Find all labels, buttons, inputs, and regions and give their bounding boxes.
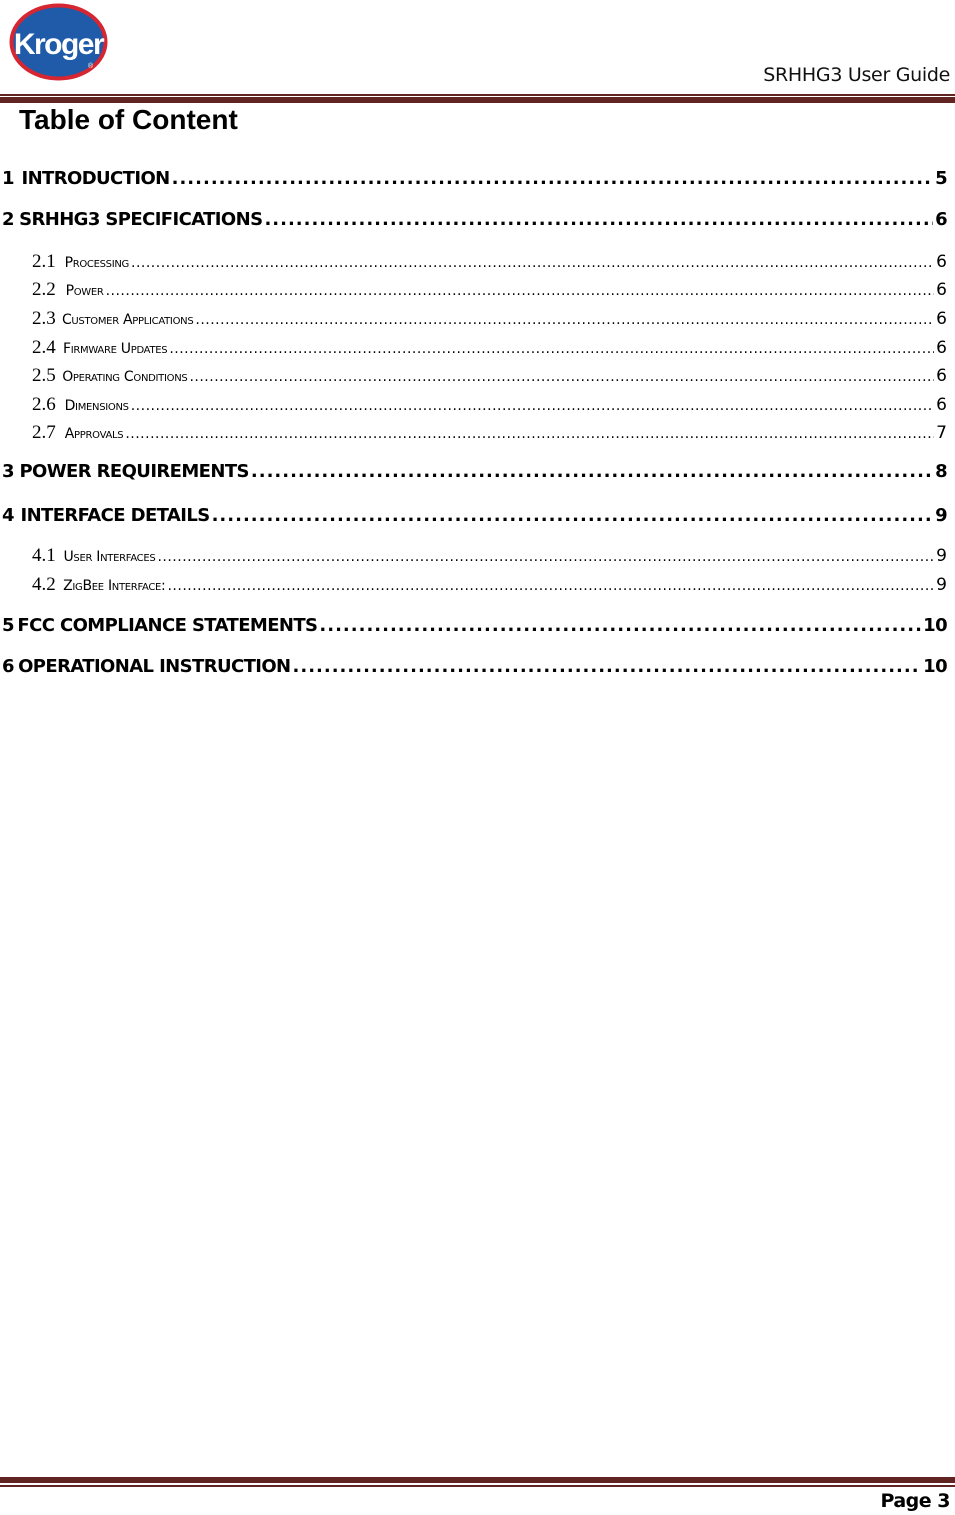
- dot-leader: [131, 398, 934, 414]
- kroger-logo-icon: [8, 2, 109, 82]
- toc-title: Table of Content: [19, 104, 238, 135]
- toc-entry-label: Firmware Updates: [63, 341, 168, 357]
- toc-entry-label: User Interfaces: [63, 549, 156, 565]
- toc-entry-page: 8: [935, 461, 947, 482]
- toc-entry-number: 4.2: [32, 574, 56, 595]
- dot-leader: [106, 283, 935, 299]
- toc-entry-page: 10: [923, 615, 947, 636]
- toc-entry-page: 5: [935, 168, 947, 189]
- toc-entry-operating-conditions[interactable]: [0, 365, 947, 387]
- toc-entry-number: 6: [2, 656, 14, 677]
- dot-leader: [172, 168, 933, 189]
- toc-entry-operational-instruction[interactable]: [0, 656, 947, 677]
- toc-entry-number: 2.1: [32, 251, 56, 272]
- dot-leader: [131, 255, 934, 271]
- document-title: SRHHG3 User Guide: [763, 64, 950, 86]
- toc-entry-page: 9: [936, 546, 947, 566]
- dot-leader: [195, 312, 934, 328]
- toc-entry-label: Customer Applications: [61, 312, 194, 328]
- toc-entry-label: Approvals: [64, 426, 124, 442]
- toc-entry-customer-applications[interactable]: [0, 308, 947, 330]
- toc-entry-introduction[interactable]: [0, 168, 947, 189]
- toc-entry-power-requirements[interactable]: [0, 461, 947, 482]
- toc-entry-number: 5: [2, 615, 14, 636]
- toc-entry-number: 2.6: [32, 394, 56, 415]
- toc-entry-page: 6: [936, 309, 947, 329]
- toc-entry-page: 6: [936, 338, 947, 358]
- toc-entry-number: 3: [2, 461, 14, 482]
- toc-entry-user-interfaces[interactable]: [0, 545, 947, 567]
- toc-entry-page: 7: [936, 423, 947, 443]
- toc-entry-page: 10: [923, 656, 947, 677]
- dot-leader: [189, 369, 934, 385]
- toc-entry-page: 6: [936, 280, 947, 300]
- footer-rule-thin: [0, 1485, 955, 1487]
- footer-rule-thick: [0, 1477, 955, 1483]
- dot-leader: [251, 461, 933, 482]
- toc-entry-page: 6: [935, 209, 947, 230]
- toc-entry-label: Power: [65, 283, 104, 299]
- toc-entry-label: INTERFACE DETAILS: [20, 505, 210, 526]
- toc-entry-label: Operating Conditions: [62, 369, 188, 385]
- toc-entry-label: SRHHG3 SPECIFICATIONS: [19, 209, 263, 230]
- kroger-logo: [8, 2, 109, 82]
- toc-entry-dimensions[interactable]: [0, 394, 947, 416]
- toc-entry-label: POWER REQUIREMENTS: [19, 461, 249, 482]
- dot-leader: [167, 578, 934, 594]
- toc-entry-number: 2.7: [32, 422, 56, 443]
- toc-entry-power[interactable]: [0, 279, 947, 301]
- page-number: Page 3: [880, 1490, 950, 1512]
- toc-entry-number: 1: [2, 168, 14, 189]
- toc-entry-page: 6: [936, 395, 947, 415]
- toc-entry-page: 6: [936, 366, 947, 386]
- toc-entry-page: 6: [936, 252, 947, 272]
- toc-entry-number: 4.1: [32, 545, 56, 566]
- toc-entry-label: Processing: [64, 255, 129, 271]
- toc-entry-label: Dimensions: [64, 398, 129, 414]
- toc-entry-fcc-compliance[interactable]: [0, 615, 947, 636]
- toc-entry-number: 4: [2, 505, 14, 526]
- toc-entry-label: FCC COMPLIANCE STATEMENTS: [17, 615, 318, 636]
- toc-entry-specifications[interactable]: [0, 209, 947, 230]
- dot-leader: [157, 549, 934, 565]
- toc-entry-number: 2.2: [32, 279, 56, 300]
- header-rule-thin: [0, 94, 955, 96]
- toc-entry-page: 9: [936, 575, 947, 595]
- toc-entry-page: 9: [935, 505, 947, 526]
- dot-leader: [212, 505, 933, 526]
- dot-leader: [319, 615, 921, 636]
- svg-text:Kroger: Kroger: [13, 28, 104, 61]
- toc-entry-label: ZigBee Interface:: [63, 578, 166, 594]
- toc-entry-label: OPERATIONAL INSTRUCTION: [18, 656, 291, 677]
- toc-entry-zigbee-interface[interactable]: [0, 574, 947, 596]
- header-rule-thick: [0, 97, 955, 103]
- toc-entry-number: 2.5: [32, 365, 56, 386]
- toc-entry-interface-details[interactable]: [0, 505, 947, 526]
- dot-leader: [169, 341, 934, 357]
- toc-entry-firmware-updates[interactable]: [0, 337, 947, 359]
- toc-entry-number: 2.3: [32, 308, 56, 329]
- dot-leader: [125, 426, 934, 442]
- toc-entry-number: 2: [2, 209, 14, 230]
- toc-entry-number: 2.4: [32, 337, 56, 358]
- toc-entry-approvals[interactable]: [0, 422, 947, 444]
- toc-entry-label: INTRODUCTION: [21, 168, 170, 189]
- dot-leader: [293, 656, 922, 677]
- dot-leader: [264, 209, 933, 230]
- toc-entry-processing[interactable]: [0, 251, 947, 273]
- svg-text:®: ®: [88, 63, 94, 70]
